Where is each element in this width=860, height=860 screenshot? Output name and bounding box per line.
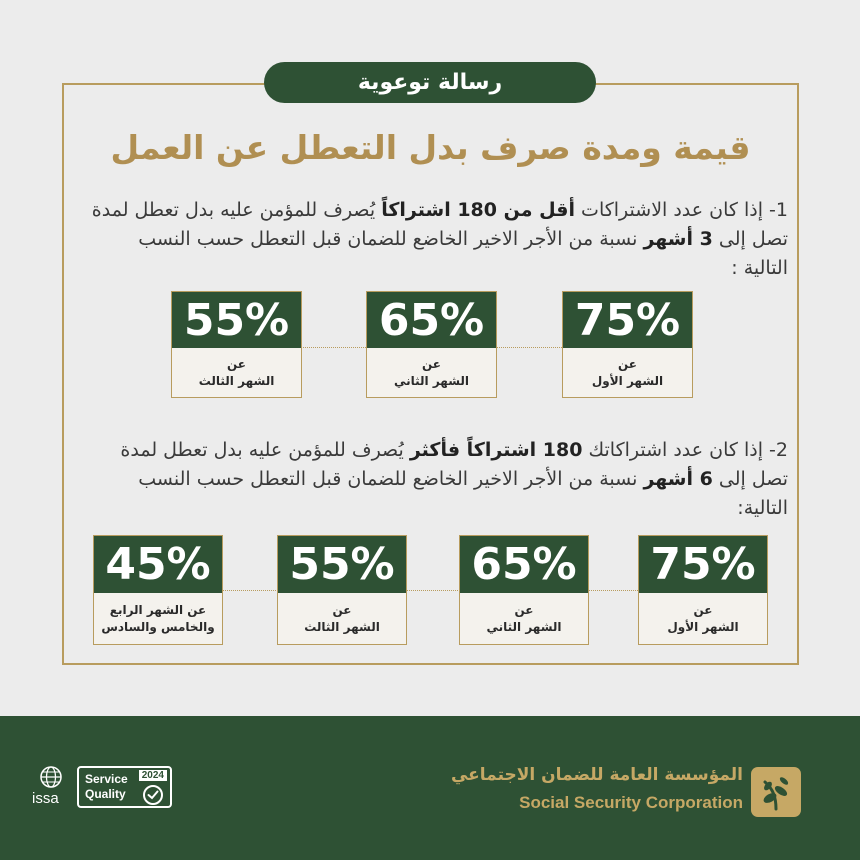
org-name-arabic: المؤسسة العامة للضمان الاجتماعي: [450, 765, 743, 785]
service-quality-line2: Quality: [85, 787, 126, 801]
rate-label: عن الشهر الأول: [667, 602, 739, 634]
rate-card-month3: [171, 291, 302, 398]
rate-percent: 55%: [172, 292, 301, 348]
rate-percent: 75%: [639, 536, 767, 593]
rate-label: عن الشهر الثاني: [486, 602, 562, 634]
rate-card-month1: [638, 535, 768, 645]
service-quality-year: 2024: [139, 770, 167, 781]
rate-percent: 75%: [563, 292, 692, 348]
rate-percent: 55%: [278, 536, 406, 593]
rate-label: عن الشهر الرابع والخامس والسادس: [101, 602, 215, 634]
rate-card-month2: [459, 535, 589, 645]
rate-percent: 65%: [460, 536, 588, 593]
rate-card-month3: [277, 535, 407, 645]
issa-label: issa: [32, 790, 59, 807]
row2-dotted-connector: [200, 590, 660, 591]
awareness-badge: رسالة توعوية: [264, 62, 596, 103]
section1-text: 1- إذا كان عدد الاشتراكات أقل من 180 اشتراكاً يُصرف للمؤمن عليه بدل تعطل لمدة تصل إلى 3 أشهر نسبة من الأجر الاخير الخاضع للضمان قبل التعطل حسب النسب التالية :: [91, 199, 788, 279]
rate-card-month1: [562, 291, 693, 398]
rate-label: عن الشهر الأول: [591, 356, 664, 388]
section2-text: 2- إذا كان عدد اشتراكاتك 180 اشتراكاً فأكثر يُصرف للمؤمن عليه بدل تعطل لمدة تصل إلى 6 أشهر نسبة من الأجر الاخير الخاضع للضمان قبل التعطل حسب النسب التالية:: [120, 439, 788, 519]
service-quality-badge: [77, 766, 172, 808]
rate-label: عن الشهر الثالث: [198, 356, 275, 388]
rate-percent: 45%: [94, 536, 222, 593]
rate-label: عن الشهر الثالث: [304, 602, 380, 634]
service-quality-line1: Service: [85, 772, 128, 786]
page-title: قيمة ومدة صرف بدل التعطل عن العمل: [110, 128, 751, 167]
check-circle-icon: [143, 785, 163, 805]
org-name-english: Social Security Corporation: [519, 793, 743, 812]
rate-card-month2: [366, 291, 497, 398]
rate-card-months4-6: [93, 535, 223, 645]
rate-label: عن الشهر الثاني: [393, 356, 470, 388]
ssc-logo-icon: [751, 767, 801, 817]
rate-percent: 65%: [367, 292, 496, 348]
